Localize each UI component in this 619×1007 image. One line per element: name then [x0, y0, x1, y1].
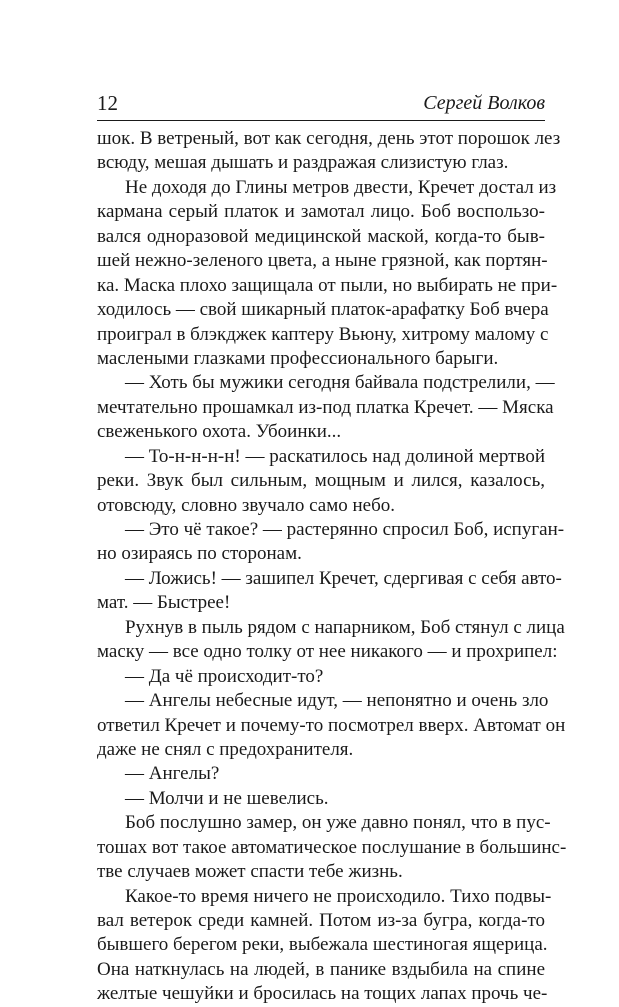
text-line: тве случаев может спасти тебе жизнь.: [97, 861, 403, 883]
text-line: даже не снял с предохранителя.: [97, 738, 354, 760]
text-line: мат. — Быстрее!: [97, 592, 231, 614]
text-line: но озираясь по сторонам.: [97, 543, 302, 565]
text-line: Рухнув в пыль рядом с напарником, Боб стянул с лица: [125, 616, 565, 638]
text-line: ответил Кречет и почему-то посмотрел вверх. Автомат он: [97, 714, 566, 736]
text-line: маску — все одно толку от нее никакого — и прохрипел:: [97, 641, 558, 663]
text-line: реки. Звук был сильным, мощным и лился, казалось,: [97, 470, 545, 492]
text-line: — Ангелы?: [125, 763, 220, 785]
text-line: — Ложись! — зашипел Кречет, сдергивая с себя авто-: [125, 567, 562, 589]
text-line: ка. Маска плохо защищала от пыли, но выбирать не при-: [97, 274, 558, 296]
text-line: вал ветерок среди камней. Потом из-за бугра, когда-то: [97, 910, 545, 931]
text-line: Боб послушно замер, он уже давно понял, что в пус-: [125, 812, 551, 834]
page-number: 12: [97, 91, 118, 115]
text-line: кармана серый платок и замотал лицо. Боб воспользо-: [97, 201, 545, 223]
text-line: — Молчи и не шевелись.: [125, 787, 329, 809]
text-line: шей нежно-зеленого цвета, а ныне грязной, как портян-: [97, 250, 548, 272]
running-title: Сергей Волков: [423, 92, 545, 114]
text-line: желтые чешуйки и бросилась на тощих лапах прочь че-: [97, 983, 548, 1005]
text-line: Она наткнулась на людей, в панике вздыбила на спине: [97, 958, 545, 980]
text-line: — Это чё такое? — растерянно спросил Боб, испуган-: [125, 519, 565, 540]
text-line: шок. В ветреный, вот как сегодня, день этот порошок лез: [97, 128, 561, 149]
text-line: маслеными глазками профессионального барыги.: [97, 347, 499, 369]
running-head: [97, 88, 545, 118]
text-line: бывшего берегом реки, выбежала шестиногая ящерица.: [97, 934, 548, 956]
text-line: отовсюду, словно звучало само небо.: [97, 494, 395, 516]
text-line: мечтательно прошамкал из-под платка Кречет. — Мяска: [97, 396, 554, 418]
text-line: проиграл в блэкджек каптеру Вьюну, хитрому малому с: [97, 323, 549, 345]
header-rule: [97, 120, 545, 121]
text-line: — Хоть бы мужики сегодня байвала подстрелили, —: [125, 372, 555, 394]
text-line: свеженького охота. Убоинки...: [97, 421, 342, 443]
text-line: всюду, мешая дышать и раздражая слизистую глаз.: [97, 152, 509, 174]
body-text: [97, 127, 567, 1007]
text-line: — Ангелы небесные идут, — непонятно и очень зло: [125, 690, 549, 712]
text-line: Не доходя до Глины метров двести, Кречет достал из: [125, 176, 557, 198]
text-line: — Да чё происходит-то?: [125, 665, 324, 687]
text-line: тошах вот такое автоматическое послушание в большинс-: [97, 836, 567, 858]
text-line: — То-н-н-н-н! — раскатилось над долиной мертвой: [125, 445, 545, 467]
text-line: ходилось — свой шикарный платок-арафатку Боб вчера: [97, 299, 549, 321]
text-line: вался одноразовой медицинской маской, когда-то быв-: [97, 225, 545, 247]
text-line: Какое-то время ничего не происходило. Тихо подвы-: [125, 885, 552, 907]
